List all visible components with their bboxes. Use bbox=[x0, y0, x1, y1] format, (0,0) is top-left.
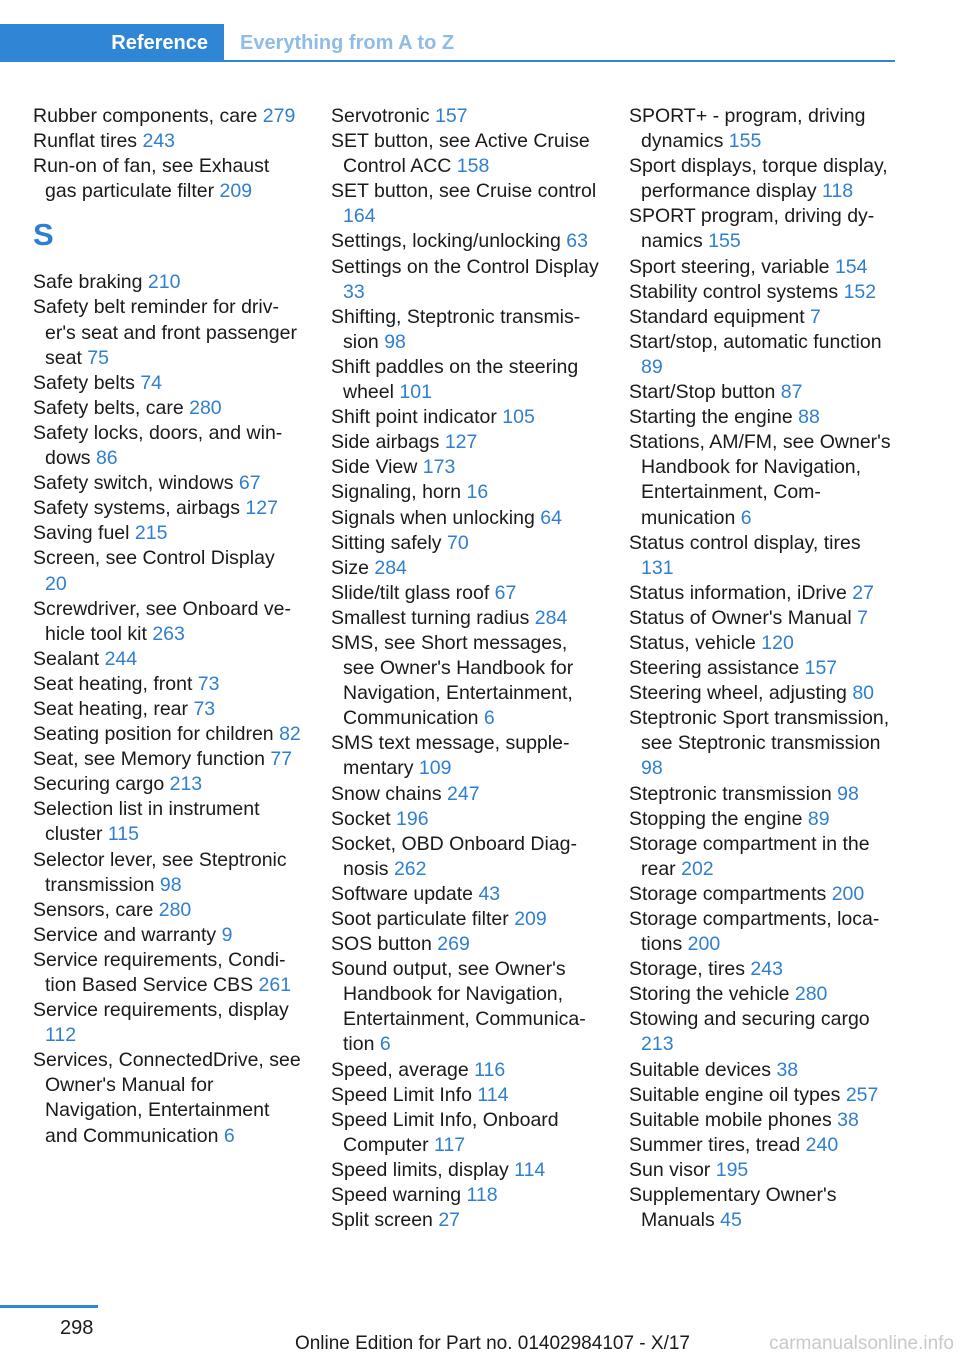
index-entry-text: Split screen bbox=[331, 1209, 433, 1232]
index-entry-text: Status information, iDrive bbox=[629, 581, 847, 604]
page-link[interactable]: 70 bbox=[446, 531, 469, 554]
index-entry bbox=[629, 1183, 897, 1233]
index-entry bbox=[629, 1158, 897, 1183]
page-link[interactable]: 213 bbox=[641, 1033, 674, 1056]
page-link[interactable]: 243 bbox=[142, 130, 176, 153]
index-entry bbox=[331, 480, 599, 505]
index-entry bbox=[331, 556, 599, 581]
index-entry bbox=[629, 280, 897, 305]
page-link[interactable]: 269 bbox=[437, 933, 470, 956]
page-link[interactable]: 118 bbox=[466, 1184, 498, 1207]
index-entry-text: Shift paddles on the steering wheel bbox=[331, 355, 579, 404]
page-link[interactable]: 157 bbox=[435, 105, 468, 127]
index-entry-text: Seat, see Memory function bbox=[33, 748, 265, 771]
page-link[interactable]: 116 bbox=[474, 1058, 506, 1081]
index-entry-text: Speed limits, display bbox=[331, 1158, 509, 1181]
index-entry-text: Selector lever, see Steptronic transmission bbox=[33, 848, 287, 896]
watermark: carmanualsonline.info bbox=[769, 1333, 954, 1354]
index-entry-text: SMS text message, supplementary bbox=[331, 732, 570, 780]
index-entry bbox=[33, 154, 301, 204]
page-link[interactable]: 127 bbox=[444, 431, 478, 454]
index-entry bbox=[331, 255, 599, 305]
page-link[interactable]: 16 bbox=[466, 481, 489, 504]
index-entry bbox=[33, 772, 301, 797]
index-entry-text: Services, ConnectedDrive, see Owner's Manual for Navigation, Entertainment and Communication bbox=[33, 1049, 301, 1147]
index-entry bbox=[331, 1108, 599, 1158]
page-link[interactable]: 200 bbox=[687, 933, 721, 956]
index-entry-text: Rubber components, care bbox=[33, 105, 258, 127]
index-entry-text: SPORT+ - program, driving dynamics bbox=[629, 105, 866, 153]
page-link[interactable]: 215 bbox=[134, 522, 168, 545]
page-link[interactable]: 164 bbox=[343, 205, 376, 228]
index-entry bbox=[331, 405, 599, 430]
page-link[interactable]: 195 bbox=[715, 1158, 749, 1181]
index-entry bbox=[629, 1108, 897, 1133]
subsection-title: Everything from A to Z bbox=[240, 31, 455, 54]
page-link[interactable]: 6 bbox=[483, 707, 495, 730]
page-link[interactable]: 6 bbox=[379, 1033, 391, 1056]
index-entry bbox=[33, 898, 301, 923]
index-entry bbox=[33, 948, 301, 998]
index-entry bbox=[33, 1048, 301, 1148]
index-entry-text: Safety belt reminder for driver's seat and front passenger seat bbox=[33, 296, 297, 369]
index-entry bbox=[33, 471, 301, 496]
page-link[interactable]: 89 bbox=[807, 807, 830, 830]
page-link[interactable]: 98 bbox=[159, 873, 182, 896]
index-entry bbox=[331, 957, 599, 1057]
index-entry-text: Storage, tires bbox=[629, 958, 745, 981]
index-entry-text: Suitable engine oil types bbox=[629, 1083, 841, 1106]
index-entry bbox=[331, 731, 599, 781]
index-entry bbox=[629, 982, 897, 1007]
page-link[interactable]: 131 bbox=[641, 556, 674, 579]
page-link[interactable]: 213 bbox=[169, 773, 203, 796]
page-link[interactable]: 86 bbox=[95, 447, 118, 470]
index-entry bbox=[629, 204, 897, 254]
index-entry-text: Servotronic bbox=[331, 105, 430, 127]
index-entry bbox=[629, 104, 897, 154]
index-entry-text: Suitable mobile phones bbox=[629, 1108, 832, 1131]
page-link[interactable]: 9 bbox=[221, 923, 233, 946]
index-entry bbox=[629, 606, 897, 631]
page-link[interactable]: 89 bbox=[641, 355, 663, 378]
page-link[interactable]: 109 bbox=[418, 757, 452, 780]
page-link[interactable]: 262 bbox=[393, 857, 427, 880]
index-entry-text: Software update bbox=[331, 882, 474, 905]
index-entry-text: Speed Limit Info, Onboard Computer bbox=[331, 1108, 559, 1156]
page-link[interactable]: 38 bbox=[837, 1108, 859, 1131]
index-entry bbox=[629, 1083, 897, 1108]
index-entry bbox=[33, 104, 301, 129]
index-entry bbox=[33, 697, 301, 722]
index-column-3 bbox=[629, 104, 897, 1233]
index-entry-text: Shift point indicator bbox=[331, 406, 497, 429]
index-entry-text: SET button, see Active Cruise Control ACC bbox=[331, 130, 590, 178]
index-entry-text: Sun visor bbox=[629, 1158, 711, 1181]
index-entry-text: Snow chains bbox=[331, 782, 442, 805]
index-entry-text: Steptronic Sport transmission, see Steptronic transmission bbox=[629, 707, 890, 755]
page-link[interactable]: 73 bbox=[193, 697, 216, 720]
index-entry bbox=[33, 647, 301, 672]
page-link[interactable]: 280 bbox=[189, 396, 222, 419]
index-entry bbox=[33, 396, 301, 421]
index-entry bbox=[629, 581, 897, 606]
page-link[interactable]: 7 bbox=[857, 606, 868, 629]
page-link[interactable]: 263 bbox=[152, 622, 185, 645]
index-entry bbox=[331, 631, 599, 731]
index-entry-text: Stations, AM/FM, see Owner's Handbook for Navigation, Entertainment, Communication bbox=[629, 431, 891, 529]
index-entry-text: Slide/tilt glass roof bbox=[331, 581, 490, 604]
index-column-2 bbox=[331, 104, 599, 1233]
page-link[interactable]: 196 bbox=[396, 807, 429, 830]
index-entry-text: SMS, see Short messages, see Owner's Handbook for Navigation, Entertainment, Communication bbox=[331, 631, 574, 730]
page-link[interactable]: 157 bbox=[804, 657, 838, 680]
index-column-1 bbox=[33, 104, 301, 1149]
index-entry-text: Storage compartment in the rear bbox=[629, 832, 870, 880]
index-entry bbox=[331, 1083, 599, 1108]
index-entry-text: Socket bbox=[331, 807, 391, 830]
index-entry-text: Service and warranty bbox=[33, 923, 217, 946]
index-entry-text: Side airbags bbox=[331, 431, 440, 454]
index-entry bbox=[629, 706, 897, 781]
page-link[interactable]: 98 bbox=[837, 782, 859, 805]
page-link[interactable]: 244 bbox=[104, 647, 138, 670]
page-link[interactable]: 155 bbox=[728, 130, 762, 153]
index-entry-text: Smallest turning radius bbox=[331, 606, 530, 629]
index-entry-text: Safety systems, airbags bbox=[33, 497, 240, 520]
index-entry bbox=[33, 848, 301, 898]
index-entry-text: Settings on the Control Display bbox=[331, 255, 599, 278]
index-entry-text: Steering assistance bbox=[629, 657, 800, 680]
page-link[interactable]: 155 bbox=[708, 230, 741, 253]
index-entry bbox=[331, 832, 599, 882]
page-link[interactable]: 77 bbox=[270, 748, 293, 771]
index-entry-text: Sealant bbox=[33, 647, 100, 670]
index-entry bbox=[33, 747, 301, 772]
index-entry-text: Safety belts bbox=[33, 371, 135, 394]
index-entry-text: Screwdriver, see Onboard vehicle tool kit bbox=[33, 597, 291, 645]
index-entry bbox=[629, 380, 897, 405]
index-entry bbox=[33, 295, 301, 370]
index-entry-text: Supplementary Owner's Manuals bbox=[629, 1184, 837, 1232]
page-link[interactable]: 6 bbox=[223, 1124, 235, 1147]
index-entry-text: Stability control systems bbox=[629, 280, 839, 303]
index-entry bbox=[33, 371, 301, 396]
index-entry bbox=[33, 521, 301, 546]
page-link[interactable]: 257 bbox=[845, 1083, 879, 1106]
index-entry-text: Safety belts, care bbox=[33, 396, 184, 419]
page-link[interactable]: 73 bbox=[197, 672, 220, 695]
index-entry-text: Suitable devices bbox=[629, 1058, 772, 1081]
index-entry bbox=[331, 229, 599, 254]
index-entry-text: Seating position for children bbox=[33, 723, 274, 746]
page-link[interactable]: 114 bbox=[477, 1083, 509, 1106]
index-entry bbox=[331, 104, 599, 129]
index-entry bbox=[331, 581, 599, 606]
header-rule bbox=[0, 60, 895, 62]
index-entry bbox=[331, 455, 599, 480]
index-entry-text: Screen, see Control Display bbox=[33, 547, 275, 570]
index-entry-text: SOS button bbox=[331, 933, 432, 956]
page-link[interactable]: 80 bbox=[852, 682, 875, 705]
index-entry bbox=[33, 496, 301, 521]
page-link[interactable]: 284 bbox=[374, 556, 407, 579]
index-entry bbox=[629, 305, 897, 330]
index-entry-text: Status of Owner's Manual bbox=[629, 606, 852, 629]
index-entry-text: Stopping the engine bbox=[629, 807, 803, 830]
page-link[interactable]: 45 bbox=[720, 1209, 742, 1232]
page-link[interactable]: 98 bbox=[641, 757, 663, 780]
page-link[interactable]: 120 bbox=[761, 631, 794, 654]
page-link[interactable]: 243 bbox=[750, 958, 783, 981]
page-link[interactable]: 43 bbox=[478, 882, 501, 905]
page-link[interactable]: 115 bbox=[107, 823, 139, 846]
page-link[interactable]: 64 bbox=[540, 506, 562, 529]
index-entry bbox=[629, 330, 897, 380]
page-link[interactable]: 88 bbox=[798, 406, 820, 429]
index-entry-text: Signals when unlocking bbox=[331, 506, 535, 529]
page-link[interactable]: 114 bbox=[514, 1158, 546, 1181]
index-entry-text: Storage compartments bbox=[629, 882, 827, 905]
index-entry bbox=[33, 270, 301, 295]
index-entry-text: Safety locks, doors, and windows bbox=[33, 421, 283, 470]
page-link[interactable]: 173 bbox=[422, 456, 456, 479]
index-entry bbox=[331, 606, 599, 631]
page-link[interactable]: 87 bbox=[780, 381, 803, 404]
index-entry bbox=[331, 129, 599, 179]
index-entry-text: Safe braking bbox=[33, 271, 143, 294]
page-link[interactable]: 27 bbox=[852, 581, 874, 604]
page-link[interactable]: 67 bbox=[238, 472, 261, 495]
index-entry-text: Securing cargo bbox=[33, 773, 165, 796]
index-entry-text: Runflat tires bbox=[33, 130, 138, 153]
index-entry bbox=[33, 797, 301, 847]
index-entry-text: SPORT program, driving dynamics bbox=[629, 205, 875, 253]
index-entry bbox=[331, 355, 599, 405]
index-entry bbox=[33, 722, 301, 747]
page-link[interactable]: 284 bbox=[534, 606, 568, 629]
index-letter-heading: S bbox=[33, 217, 54, 253]
index-entry-text: Sound output, see Owner's Handbook for Navigation, Entertainment, Communication bbox=[331, 958, 586, 1056]
index-entry bbox=[629, 907, 897, 957]
index-entry bbox=[331, 1158, 599, 1183]
index-entry-text: Summer tires, tread bbox=[629, 1133, 801, 1156]
footer-rule bbox=[0, 1305, 98, 1308]
index-entry-text: Status, vehicle bbox=[629, 631, 756, 654]
index-entry-text: Sitting safely bbox=[331, 531, 442, 554]
page-link[interactable]: 112 bbox=[45, 1024, 77, 1047]
index-entry bbox=[629, 631, 897, 656]
page-link[interactable]: 280 bbox=[158, 898, 192, 921]
index-entry bbox=[33, 421, 301, 471]
page-link[interactable]: 158 bbox=[456, 155, 490, 178]
page-link[interactable]: 152 bbox=[843, 280, 877, 303]
index-entry-text: Stowing and securing cargo bbox=[629, 1008, 870, 1031]
index-entry-text: Shifting, Steptronic transmission bbox=[331, 305, 581, 353]
page-link[interactable]: 200 bbox=[831, 882, 865, 905]
index-entry bbox=[629, 1133, 897, 1158]
page-link[interactable]: 7 bbox=[810, 305, 821, 328]
index-entry-text: Side View bbox=[331, 456, 418, 479]
page-link[interactable]: 98 bbox=[384, 330, 406, 353]
index-entry bbox=[33, 923, 301, 948]
index-entry bbox=[629, 681, 897, 706]
index-entry-text: Start/stop, automatic function bbox=[629, 330, 882, 353]
index-entry bbox=[33, 129, 301, 154]
index-entry-text: Standard equipment bbox=[629, 305, 805, 328]
index-entry bbox=[629, 807, 897, 832]
edition-note: Online Edition for Part no. 01402984107 - X/17 bbox=[294, 1333, 690, 1354]
index-entry-text: Service requirements, Condition Based Service CBS bbox=[33, 948, 286, 996]
index-entry bbox=[331, 1183, 599, 1208]
index-entry bbox=[331, 782, 599, 807]
index-entry bbox=[629, 882, 897, 907]
index-entry bbox=[331, 932, 599, 957]
index-entry-text: SET button, see Cruise control bbox=[331, 180, 597, 203]
index-entry-text: Selection list in instrument cluster bbox=[33, 798, 260, 846]
page-link[interactable]: 154 bbox=[834, 255, 868, 278]
index-entry-text: Soot particulate filter bbox=[331, 908, 509, 930]
index-entry bbox=[331, 506, 599, 531]
page-link[interactable]: 33 bbox=[343, 280, 365, 303]
page-link[interactable]: 210 bbox=[147, 271, 181, 294]
index-entry bbox=[629, 957, 897, 982]
index-entry bbox=[629, 154, 897, 204]
index-entry bbox=[33, 546, 301, 596]
index-entry bbox=[331, 807, 599, 832]
index-entry-text: Status control display, tires bbox=[629, 531, 861, 554]
index-entry-text: Sport displays, torque display, performance display bbox=[629, 155, 888, 203]
index-entry bbox=[629, 656, 897, 681]
page-link[interactable]: 202 bbox=[681, 857, 714, 880]
page-link[interactable]: 247 bbox=[447, 782, 480, 805]
page-link[interactable]: 279 bbox=[262, 105, 296, 127]
index-entry-text: Storage compartments, locations bbox=[629, 908, 880, 956]
page-link[interactable]: 101 bbox=[399, 381, 432, 404]
index-entry bbox=[331, 1058, 599, 1083]
page-link[interactable]: 38 bbox=[776, 1058, 799, 1081]
index-entry-text: Steptronic transmission bbox=[629, 782, 832, 805]
index-entry-text: Steering wheel, adjusting bbox=[629, 682, 847, 705]
page-link[interactable]: 82 bbox=[279, 723, 301, 746]
section-tab: Reference bbox=[0, 24, 224, 62]
page-link[interactable]: 67 bbox=[494, 581, 517, 604]
index-entry bbox=[629, 1058, 897, 1083]
index-entry-text: Starting the engine bbox=[629, 406, 793, 429]
index-entry-text: Size bbox=[331, 556, 369, 579]
index-entry-text: Service requirements, display bbox=[33, 999, 289, 1022]
page-link[interactable]: 280 bbox=[794, 983, 828, 1006]
index-entry bbox=[629, 1007, 897, 1057]
index-entry-text: Seat heating, front bbox=[33, 672, 193, 695]
index-entry bbox=[629, 782, 897, 807]
index-entry-text: Speed warning bbox=[331, 1184, 462, 1207]
index-entry bbox=[331, 907, 599, 932]
page-link[interactable]: 74 bbox=[140, 371, 163, 394]
index-entry-text: Socket, OBD Onboard Diagnosis bbox=[331, 832, 578, 880]
page-number: 298 bbox=[60, 1317, 94, 1339]
index-entry bbox=[629, 430, 897, 530]
page-link[interactable]: 261 bbox=[258, 974, 292, 996]
index-entry bbox=[331, 882, 599, 907]
index-entry bbox=[331, 179, 599, 229]
page-link[interactable]: 63 bbox=[566, 230, 588, 253]
index-entry-text: Saving fuel bbox=[33, 522, 130, 545]
index-entry bbox=[331, 305, 599, 355]
page-link[interactable]: 240 bbox=[805, 1133, 839, 1156]
index-entry-text: Storing the vehicle bbox=[629, 983, 790, 1006]
page-link[interactable]: 20 bbox=[45, 572, 67, 595]
index-entry-text: Start/Stop button bbox=[629, 381, 776, 404]
page-link[interactable]: 209 bbox=[219, 180, 253, 203]
page-link[interactable]: 27 bbox=[438, 1209, 461, 1232]
index-entry bbox=[331, 531, 599, 556]
page-link[interactable]: 6 bbox=[740, 506, 752, 529]
index-entry-text: Run-on of fan, see Exhaust gas particulate filter bbox=[33, 155, 270, 203]
page-link[interactable]: 118 bbox=[822, 180, 854, 203]
index-entry-text: Safety switch, windows bbox=[33, 472, 234, 495]
index-entry-text: Speed, average bbox=[331, 1058, 469, 1081]
index-entry-text: Sensors, care bbox=[33, 898, 154, 921]
index-entry-text: Speed Limit Info bbox=[331, 1083, 472, 1106]
index-entry-text: Settings, locking/unlocking bbox=[331, 230, 561, 253]
index-entry-text: Signaling, horn bbox=[331, 481, 462, 504]
index-entry-text: Sport steering, variable bbox=[629, 255, 830, 278]
index-entry bbox=[629, 531, 897, 581]
index-entry-text: Seat heating, rear bbox=[33, 697, 189, 720]
index-entry bbox=[33, 672, 301, 697]
page-link[interactable]: 209 bbox=[514, 908, 547, 930]
index-entry bbox=[331, 430, 599, 455]
index-entry bbox=[629, 832, 897, 882]
index-entry bbox=[629, 405, 897, 430]
index-entry bbox=[33, 597, 301, 647]
index-entry bbox=[33, 998, 301, 1048]
page-link[interactable]: 105 bbox=[502, 406, 535, 429]
page-link[interactable]: 75 bbox=[87, 346, 109, 369]
page-link[interactable]: 127 bbox=[245, 497, 278, 520]
page-link[interactable]: 117 bbox=[434, 1133, 466, 1156]
index-entry bbox=[331, 1208, 599, 1233]
index-entry bbox=[629, 255, 897, 280]
